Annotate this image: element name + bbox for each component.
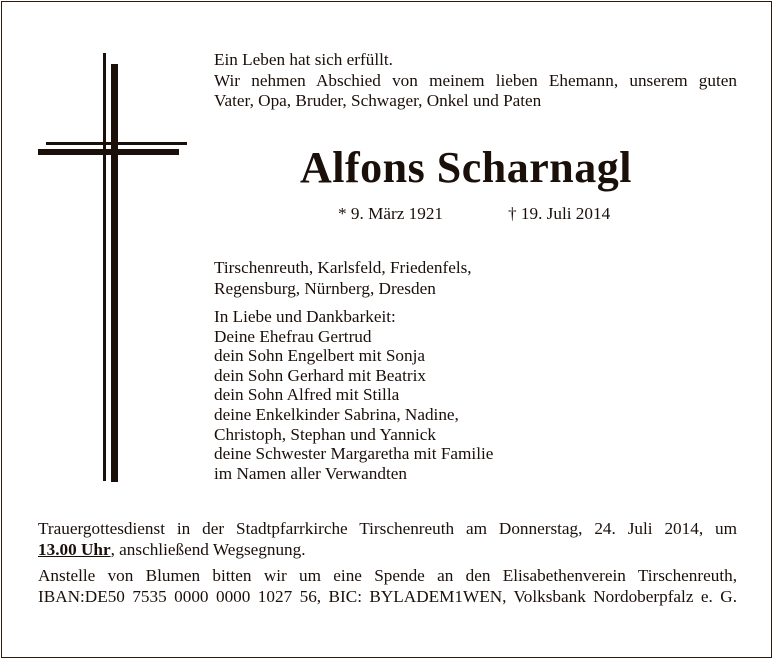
intro-line: Wir nehmen Abschied von meinem lieben Ehemann, unserem guten (214, 70, 737, 90)
service-time: 13.00 Uhr (38, 539, 111, 559)
donation-info (38, 566, 737, 607)
mourner-line: In Liebe und Dankbarkeit: (214, 307, 396, 326)
mourner-line: dein Sohn Alfred mit Stilla (214, 385, 400, 405)
intro-line: Ein Leben hat sich erfüllt. (214, 50, 393, 69)
mourner-line: dein Sohn Engelbert mit Sonja (214, 346, 426, 366)
service-line-rest: , anschließend Wegsegnung. (110, 539, 306, 559)
service-line: Trauergottesdienst in der Stadtpfarrkirche Tirschenreuth am Donnerstag, 24. Juli 2014, um (38, 519, 737, 538)
place-line: Tirschenreuth, Karlsfeld, Friedenfels, (214, 258, 472, 277)
mourner-line: im Namen aller Verwandten (214, 463, 407, 483)
places-list (214, 258, 472, 299)
donation-line: Anstelle von Blumen bitten wir um eine Spende an den Elisabethenverein Tirschenreuth, (38, 566, 737, 585)
deceased-name: Alfons Scharnagl (300, 143, 632, 192)
donation-line: IBAN:DE50 7535 0000 0000 1027 56, BIC: BYLADEM1WEN, Volksbank Nordoberpfalz e. G. (38, 586, 737, 606)
intro-line: Vater, Opa, Bruder, Schwager, Onkel und Paten (214, 91, 542, 111)
birth-date: * 9. März 1921 (338, 204, 444, 223)
intro-text (214, 50, 737, 112)
funeral-service-info (38, 519, 737, 560)
mourner-line: Christoph, Stephan und Yannick (214, 424, 437, 444)
death-date: † 19. Juli 2014 (508, 204, 611, 223)
mourners-list (214, 307, 493, 483)
mourner-line: Deine Ehefrau Gertrud (214, 326, 372, 346)
mourner-line: deine Enkelkinder Sabrina, Nadine, (214, 404, 459, 424)
mourner-line: dein Sohn Gerhard mit Beatrix (214, 365, 426, 385)
place-line: Regensburg, Nürnberg, Dresden (214, 278, 436, 298)
mourner-line: deine Schwester Margaretha mit Familie (214, 444, 494, 464)
service-line (38, 540, 737, 561)
